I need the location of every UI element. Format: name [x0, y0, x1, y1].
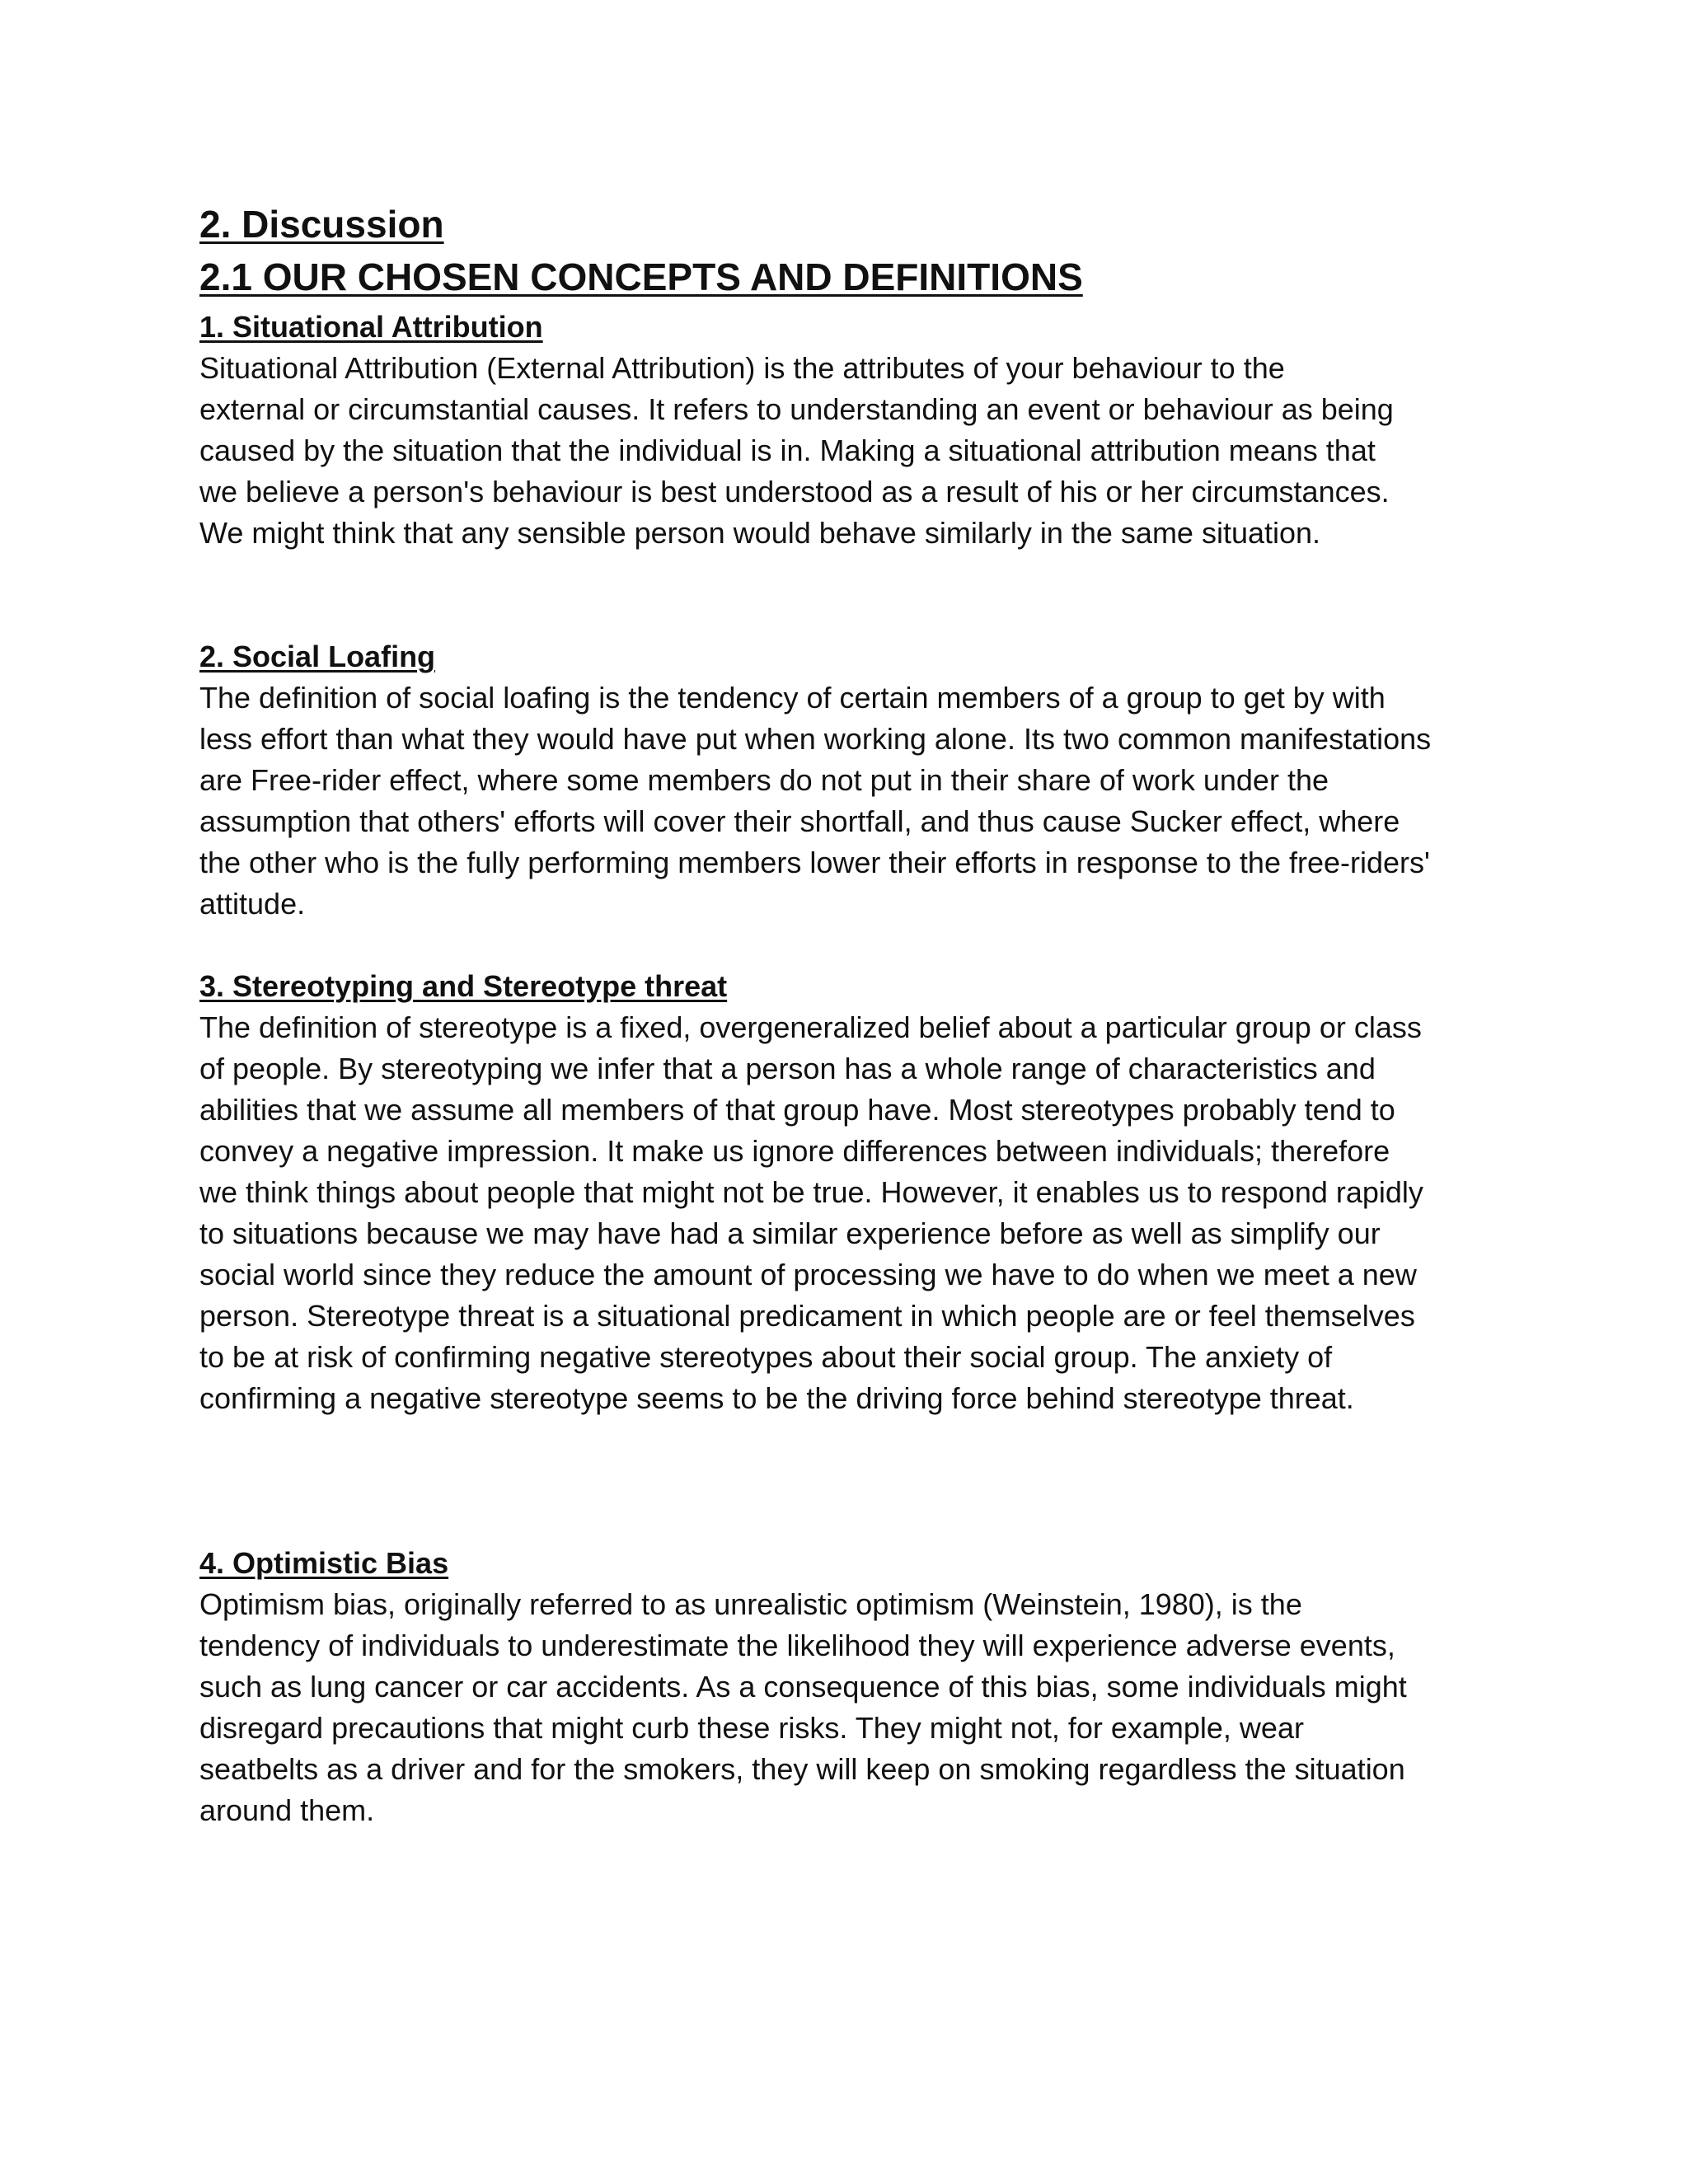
- section-title: 1. Situational Attribution: [199, 310, 543, 344]
- section-title: 4. Optimistic Bias: [199, 1546, 449, 1580]
- section-body: The definition of social loafing is the tendency of certain members of a group to get by with less effort than what they would have put when working alone. Its two common manifestations are Free-rider effect, where some members do not put in their share of work under the assumption that others' efforts will cover their shortfall, and thus cause Sucker effect, where the other who is the fully performing members lower their efforts in response to the free-riders' attitude.: [199, 681, 1432, 921]
- concepts-heading: 2.1 OUR CHOSEN CONCEPTS AND DEFINITIONS: [199, 255, 1083, 298]
- spacer: [199, 554, 1502, 636]
- section-title: 2. Social Loafing: [199, 640, 436, 673]
- section-body: Optimism bias, originally referred to as unrealistic optimism (Weinstein, 1980), is the tendency of individuals to underestimate the likelihood they will experience adverse events, such as lung cancer or car accidents. As a consequence of this bias, some individuals might disregard precautions that might curb these risks. They might not, for example, wear seatbelts as a driver and for the smokers, they will keep on smoking regardless the situation around them.: [199, 1587, 1407, 1827]
- section-situational-attribution: [199, 307, 1502, 554]
- section-title: 3. Stereotyping and Stereotype threat: [199, 969, 728, 1003]
- discussion-heading: 2. Discussion: [199, 203, 444, 246]
- section-body: Situational Attribution (External Attribution) is the attributes of your behaviour to the external or circumstantial causes. It refers to understanding an event or behaviour as being caused by the situation that the individual is in. Making a situational attribution means that we believe a person's behaviour is best understood as a result of his or her circumstances. We might think that any sensible person would behave similarly in the same situation.: [199, 351, 1394, 550]
- spacer: [199, 925, 1502, 966]
- document-content: [199, 198, 1502, 1831]
- spacer: [199, 1419, 1502, 1543]
- section-body: The definition of stereotype is a fixed, overgeneralized belief about a particular group or class of people. By stereotyping we infer that a person has a whole range of characteristics and abilities that we assume all members of that group have. Most stereotypes probably tend to convey a negative impression. It make us ignore differences between individuals; therefore we think things about people that might not be true. However, it enables us to respond rapidly to situations because we may have had a similar experience before as well as simplify our social world since they reduce the amount of processing we have to do when we meet a new person. Stereotype threat is a situational predicament in which people are or feel themselves to be at risk of confirming negative stereotypes about their social group. The anxiety of confirming a negative stereotype seems to be the driving force behind stereotype threat.: [199, 1010, 1423, 1415]
- section-optimistic-bias: [199, 1543, 1502, 1831]
- section-social-loafing: [199, 636, 1502, 925]
- section-stereotyping: [199, 966, 1502, 1419]
